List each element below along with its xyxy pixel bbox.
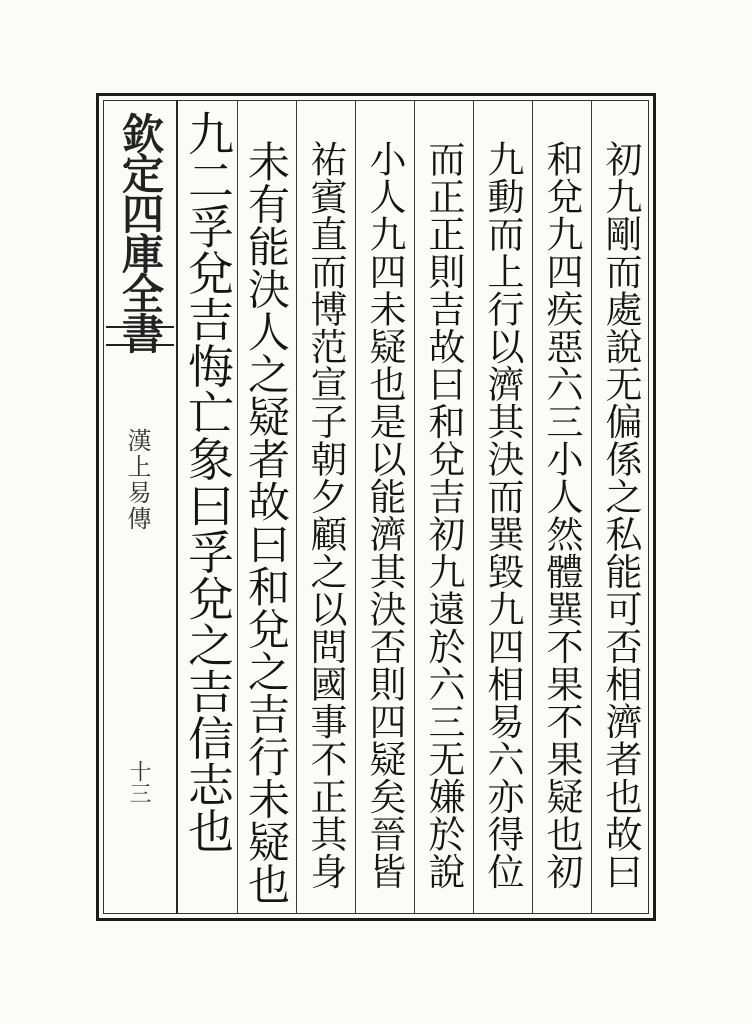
text-column-4: 而正正則吉故曰和兌吉初九遠於六三无嫌於說 — [422, 140, 465, 890]
text-column-6: 祐賓直而博范宣子朝夕顧之以問國事不正其身 — [304, 140, 347, 890]
text-column-5: 小人九四未疑也是以能濟其決否則四疑矣晉皆 — [363, 140, 406, 890]
fishtail-mark — [106, 326, 174, 346]
margin-book-title: 欽定四庫全書 — [116, 112, 165, 352]
text-column-8: 九二孚兌吉悔亡象曰孚兌之吉信志也 — [181, 110, 235, 854]
text-column-1: 初九剛而處說无偏係之私能可否相濟者也故曰 — [599, 140, 642, 890]
margin-page-number: 十三 — [126, 760, 151, 804]
text-column-7: 未有能決人之疑者故曰和兌之吉行未疑也 — [242, 140, 291, 905]
text-column-3: 九動而上行以濟其決而巽毀九四相易六亦得位 — [481, 140, 524, 890]
margin-work-title: 漢上易傳 — [123, 428, 151, 532]
text-column-2: 和兌九四疾惡六三小人然體巽不果不果疑也初 — [540, 140, 583, 890]
margin-divider — [176, 100, 178, 914]
